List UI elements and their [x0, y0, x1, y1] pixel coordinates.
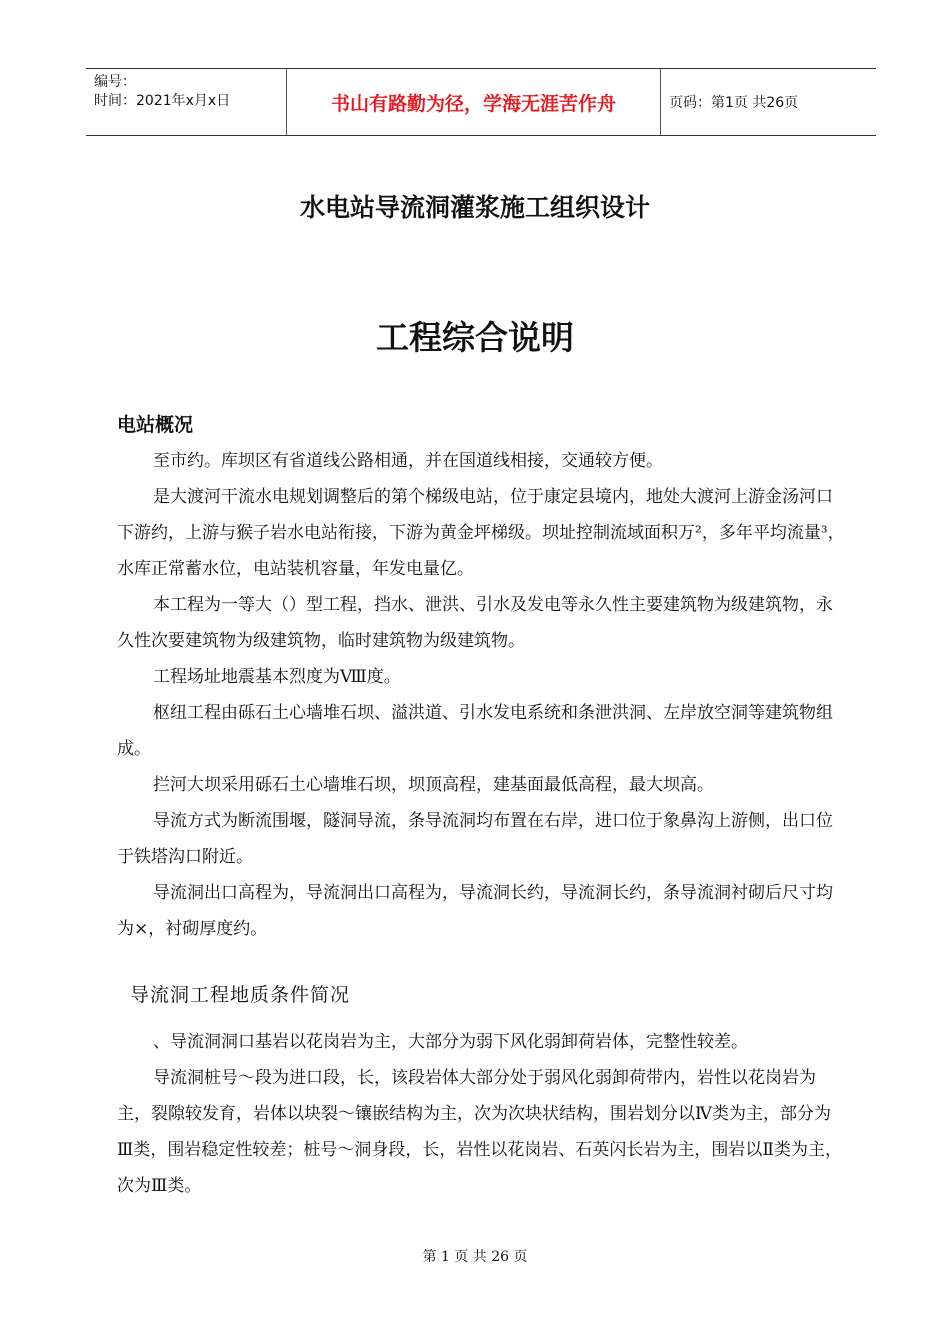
number-label: 编号： [94, 74, 136, 90]
paragraph: 工程场址地震基本烈度为Ⅷ度。 [153, 667, 401, 687]
paragraph: 枢纽工程由砾石土心墙堆石坝、溢洪道、引水发电系统和条泄洪洞、左岸放空洞等建筑物组成。 [117, 703, 833, 759]
paragraph: 导流洞桩号～段为进口段，长，该段岩体大部分处于弱风化弱卸荷带内，岩性以花岗岩为主，裂隙较发育，岩体以块裂～镶嵌结构为主，次为次块状结构，围岩划分以Ⅳ类为主，部分为Ⅲ类，围岩稳定性较差；桩号～洞身段，长，岩性以花岗岩、石英闪长岩为主，围岩以Ⅱ类为主，次为Ⅲ类。 [117, 1068, 842, 1196]
page-footer: 第 1 页 共 26 页 [422, 1249, 528, 1265]
document-title: 水电站导流洞灌浆施工组织设计 [299, 193, 650, 222]
section-heading-station-overview: 电站概况 [117, 414, 194, 436]
header-motto: 书山有路勤为径，学海无涯苦作舟 [287, 69, 661, 135]
header-meta [86, 69, 287, 135]
paragraph: 至市约。库坝区有省道线公路相通，并在国道线相接，交通较方便。 [153, 451, 663, 471]
paragraph: 本工程为一等大（）型工程，挡水、泄洪、引水及发电等永久性主要建筑物为级建筑物，永久性次要建筑物为级建筑物，临时建筑物为级建筑物。 [117, 595, 833, 651]
chapter-title: 工程综合说明 [376, 318, 574, 357]
paragraph: 导流方式为断流围堰，隧洞导流，条导流洞均布置在右岸，进口位于象鼻沟上游侧，出口位于铁塔沟口附近。 [117, 811, 833, 867]
page-header [86, 68, 876, 136]
section-heading-geology: 导流洞工程地质条件简况 [130, 984, 351, 1006]
header-page-label: 页码：第1页 共26页 [669, 95, 799, 111]
paragraph: 、导流洞洞口基岩以花岗岩为主，大部分为弱下风化弱卸荷岩体，完整性较差。 [153, 1032, 748, 1052]
time-label: 时间：2021年x月x日 [94, 93, 231, 109]
paragraph: 拦河大坝采用砾石土心墙堆石坝，坝顶高程，建基面最低高程，最大坝高。 [153, 775, 714, 795]
paragraph: 导流洞出口高程为，导流洞出口高程为，导流洞长约，导流洞长约，条导流洞衬砌后尺寸均为×，衬砌厚度约。 [117, 883, 833, 939]
paragraph: 是大渡河干流水电规划调整后的第个梯级电站，位于康定县境内，地处大渡河上游金汤河口下游约，上游与猴子岩水电站衔接，下游为黄金坪梯级。坝址控制流域面积万²，多年平均流量³，水库正常蓄水位，电站装机容量，年发电量亿。 [117, 487, 845, 579]
